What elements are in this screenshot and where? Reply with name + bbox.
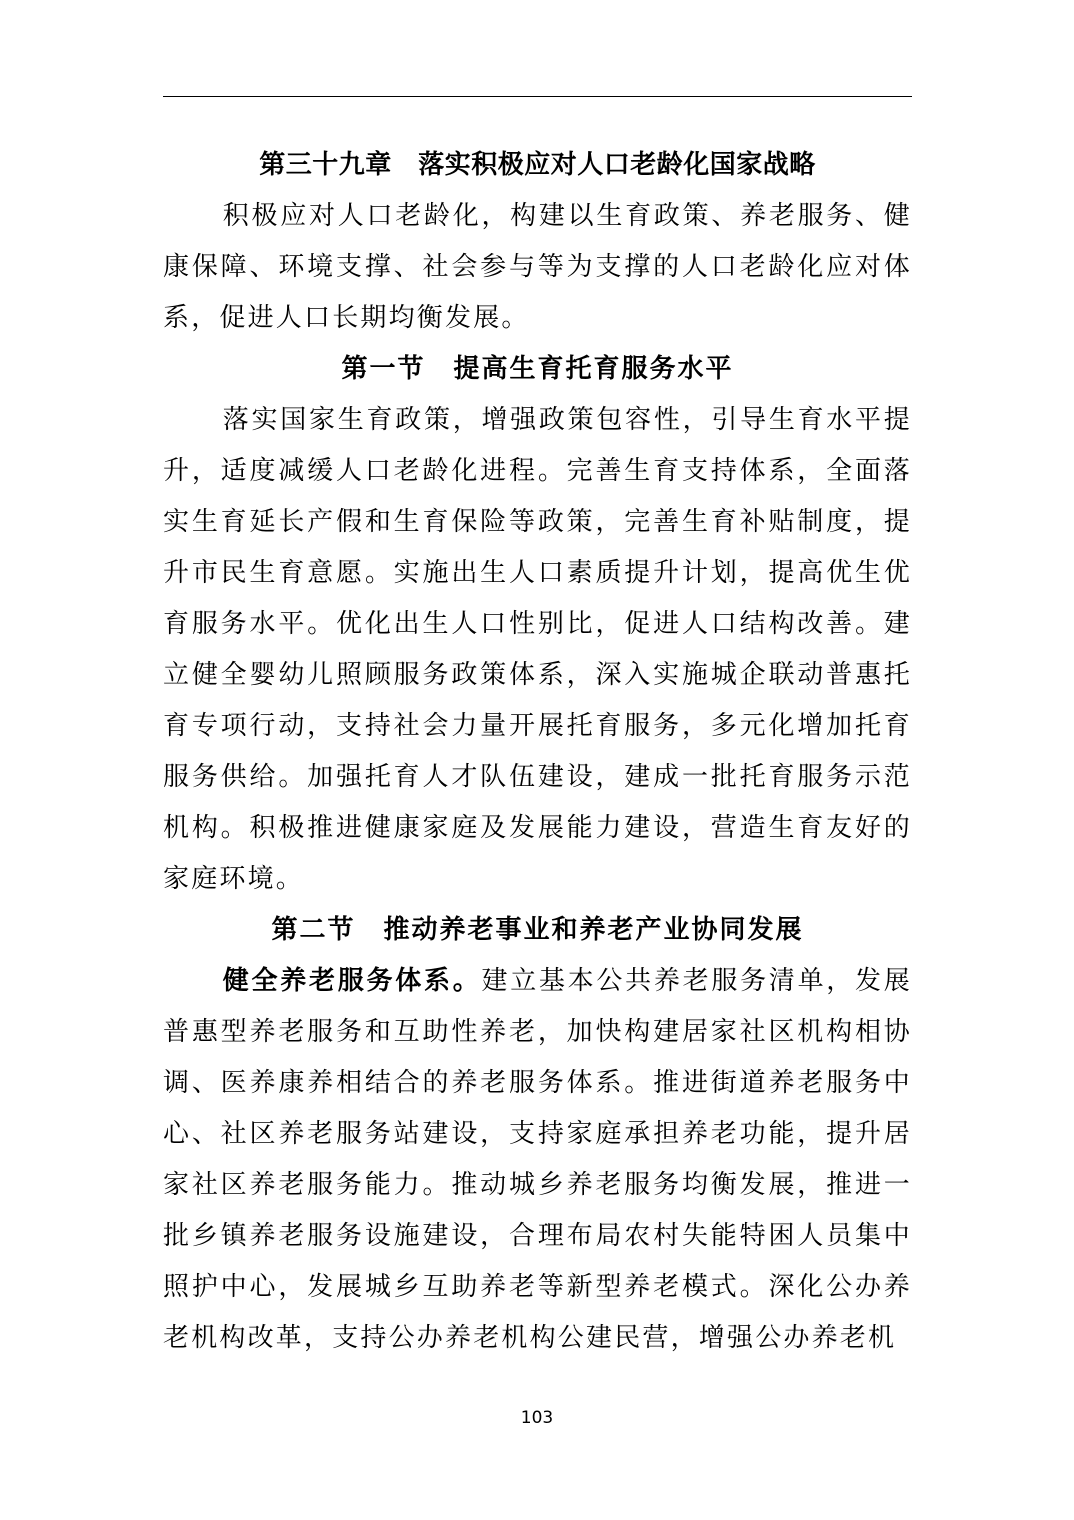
- chapter-title: 第三十九章 落实积极应对人口老龄化国家战略: [259, 150, 816, 180]
- intro-paragraph: 积极应对人口老龄化，构建以生育政策、养老服务、健康保障、环境支撑、社会参与等为支撑的人口老龄化应对体系，促进人口长期均衡发展。: [163, 201, 912, 333]
- section-2-paragraph: [163, 956, 912, 1364]
- section-2-lead: 健全养老服务体系。: [222, 966, 482, 996]
- page-number: 103: [520, 1408, 554, 1428]
- section-2-body: 建立基本公共养老服务清单，发展普惠型养老服务和互助性养老，加快构建居家社区机构相协调、医养康养相结合的养老服务体系。推进街道养老服务中心、社区养老服务站建设，支持家庭承担养老功能，提升居家社区养老服务能力。推动城乡养老服务均衡发展，推进一批乡镇养老服务设施建设，合理布局农村失能特困人员集中照护中心，发展城乡互助养老等新型养老模式。深化公办养老机构改革，支持公办养老机构公建民营，增强公办养老机: [163, 966, 912, 1353]
- page-content: [163, 140, 912, 1364]
- section-1-paragraph: 落实国家生育政策，增强政策包容性，引导生育水平提升，适度减缓人口老龄化进程。完善生育支持体系，全面落实生育延长产假和生育保险等政策，完善生育补贴制度，提升市民生育意愿。实施出生人口素质提升计划，提高优生优育服务水平。优化出生人口性别比，促进人口结构改善。建立健全婴幼儿照顾服务政策体系，深入实施城企联动普惠托育专项行动，支持社会力量开展托育服务，多元化增加托育服务供给。加强托育人才队伍建设，建成一批托育服务示范机构。积极推进健康家庭及发展能力建设，营造生育友好的家庭环境。: [163, 405, 912, 894]
- header-rule: [163, 96, 912, 97]
- section-1-title: 第一节 提高生育托育服务水平: [341, 354, 734, 384]
- section-2-title: 第二节 推动养老事业和养老产业协同发展: [271, 915, 804, 945]
